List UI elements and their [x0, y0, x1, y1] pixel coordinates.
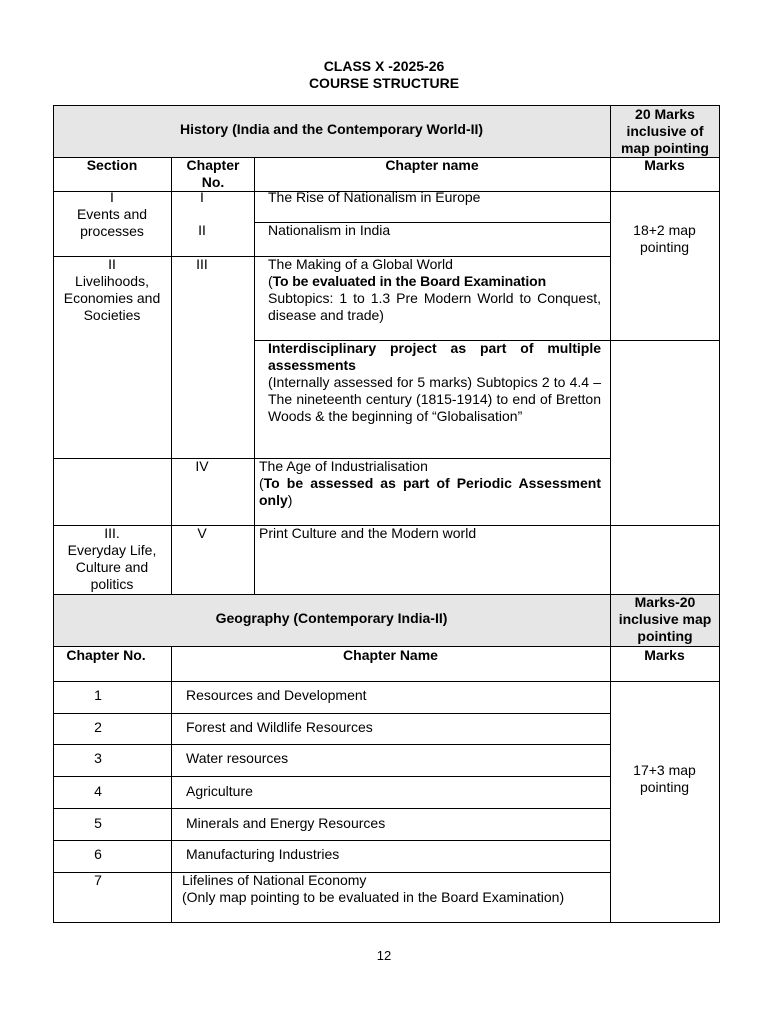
interdisciplinary-project-title: Interdisciplinary project as part of multiple assessments: [268, 340, 601, 373]
chapter-3-note: (To be evaluated in the Board Examination: [268, 273, 547, 289]
section-3-numeral: III.: [104, 525, 120, 541]
chapter-1-no: I: [200, 189, 204, 205]
page-number: 12: [376, 948, 392, 963]
column-header-section: Section: [86, 157, 138, 173]
chapter-3-no: III: [196, 256, 208, 272]
section-2-name: Livelihoods, Economies and Societies: [63, 273, 161, 323]
chapter-3-note-bold: To be evaluated in the Board Examination: [272, 273, 547, 289]
geo-column-header-marks: Marks: [644, 647, 685, 663]
section-2-numeral: II: [108, 256, 116, 272]
section-1-numeral: I: [110, 189, 114, 205]
geography-marks-value: 17+3 map pointing: [633, 762, 696, 795]
chapter-4-name: The Age of Industrialisation: [259, 458, 428, 474]
geo-chapter-6-name: Manufacturing Industries: [186, 846, 340, 862]
geo-column-header-chapter-name: Chapter Name: [343, 647, 438, 663]
chapter-4-note: (To be assessed as part of Periodic Assessment only): [259, 475, 601, 508]
history-marks-heading: 20 Marks inclusive of map pointing: [621, 106, 709, 156]
geo-chapter-1-name: Resources and Development: [186, 687, 367, 703]
chapter-3: [268, 256, 601, 324]
interdisciplinary-project-text: (Internally assessed for 5 marks) Subtopics 2 to 4.4 –The nineteenth century (1815-1914) to end of Bretton Woods & the beginning of “Globalisation”: [268, 374, 601, 424]
column-header-chapter-name: Chapter name: [385, 157, 479, 173]
geo-chapter-2-name: Forest and Wildlife Resources: [186, 719, 373, 735]
title-line-2: COURSE STRUCTURE: [308, 75, 460, 91]
chapter-2-no: II: [198, 222, 206, 238]
geo-chapter-7-no: 7: [94, 872, 102, 888]
chapter-5-name: Print Culture and the Modern world: [259, 525, 477, 541]
section-3-name: Everyday Life, Culture and politics: [67, 542, 157, 592]
chapter-4: [259, 458, 601, 509]
geo-chapter-5-no: 5: [94, 815, 102, 831]
page-title: [0, 58, 768, 92]
column-header-chapter-no: Chapter No.: [186, 157, 240, 190]
chapter-3-name: The Making of a Global World: [268, 256, 453, 272]
chapter-5-no: V: [197, 525, 207, 541]
chapter-1-name: The Rise of Nationalism in Europe: [268, 189, 481, 205]
geo-chapter-4-name: Agriculture: [186, 783, 253, 799]
section-3: [53, 525, 171, 593]
geo-chapter-5-name: Minerals and Energy Resources: [186, 815, 386, 831]
chapter-4-note-bold: To be assessed as part of Periodic Assessment only: [259, 475, 601, 508]
chapter-2-name: Nationalism in India: [268, 222, 391, 238]
geo-chapter-4-no: 4: [94, 783, 102, 799]
section-2: [53, 256, 171, 324]
interdisciplinary-project: [268, 340, 601, 425]
geo-chapter-2-no: 2: [94, 719, 102, 735]
section-1-name: Events and processes: [76, 206, 148, 239]
geo-chapter-1-no: 1: [94, 687, 102, 703]
history-marks-value: 18+2 map pointing: [633, 222, 696, 255]
geography-heading: Geography (Contemporary India-II): [215, 610, 448, 626]
geo-chapter-7-note: (Only map pointing to be evaluated in the Board Examination): [182, 889, 565, 905]
geo-chapter-6-no: 6: [94, 846, 102, 862]
geo-chapter-3-no: 3: [94, 750, 102, 766]
section-1: [53, 189, 171, 240]
geo-chapter-3-name: Water resources: [186, 750, 289, 766]
column-header-marks: Marks: [644, 157, 685, 173]
geo-chapter-7-name: Lifelines of National Economy: [182, 872, 367, 888]
geo-chapter-7: [182, 872, 608, 906]
chapter-4-no: IV: [195, 458, 209, 474]
geo-column-header-chapter-no: Chapter No.: [66, 647, 146, 663]
chapter-3-subtopics: Subtopics: 1 to 1.3 Pre Modern World to Conquest, disease and trade): [268, 290, 601, 323]
title-line-1: CLASS X -2025-26: [323, 58, 445, 74]
history-heading: History (India and the Contemporary World-II): [179, 121, 484, 137]
geography-marks-heading: Marks-20 inclusive map pointing: [618, 594, 712, 644]
